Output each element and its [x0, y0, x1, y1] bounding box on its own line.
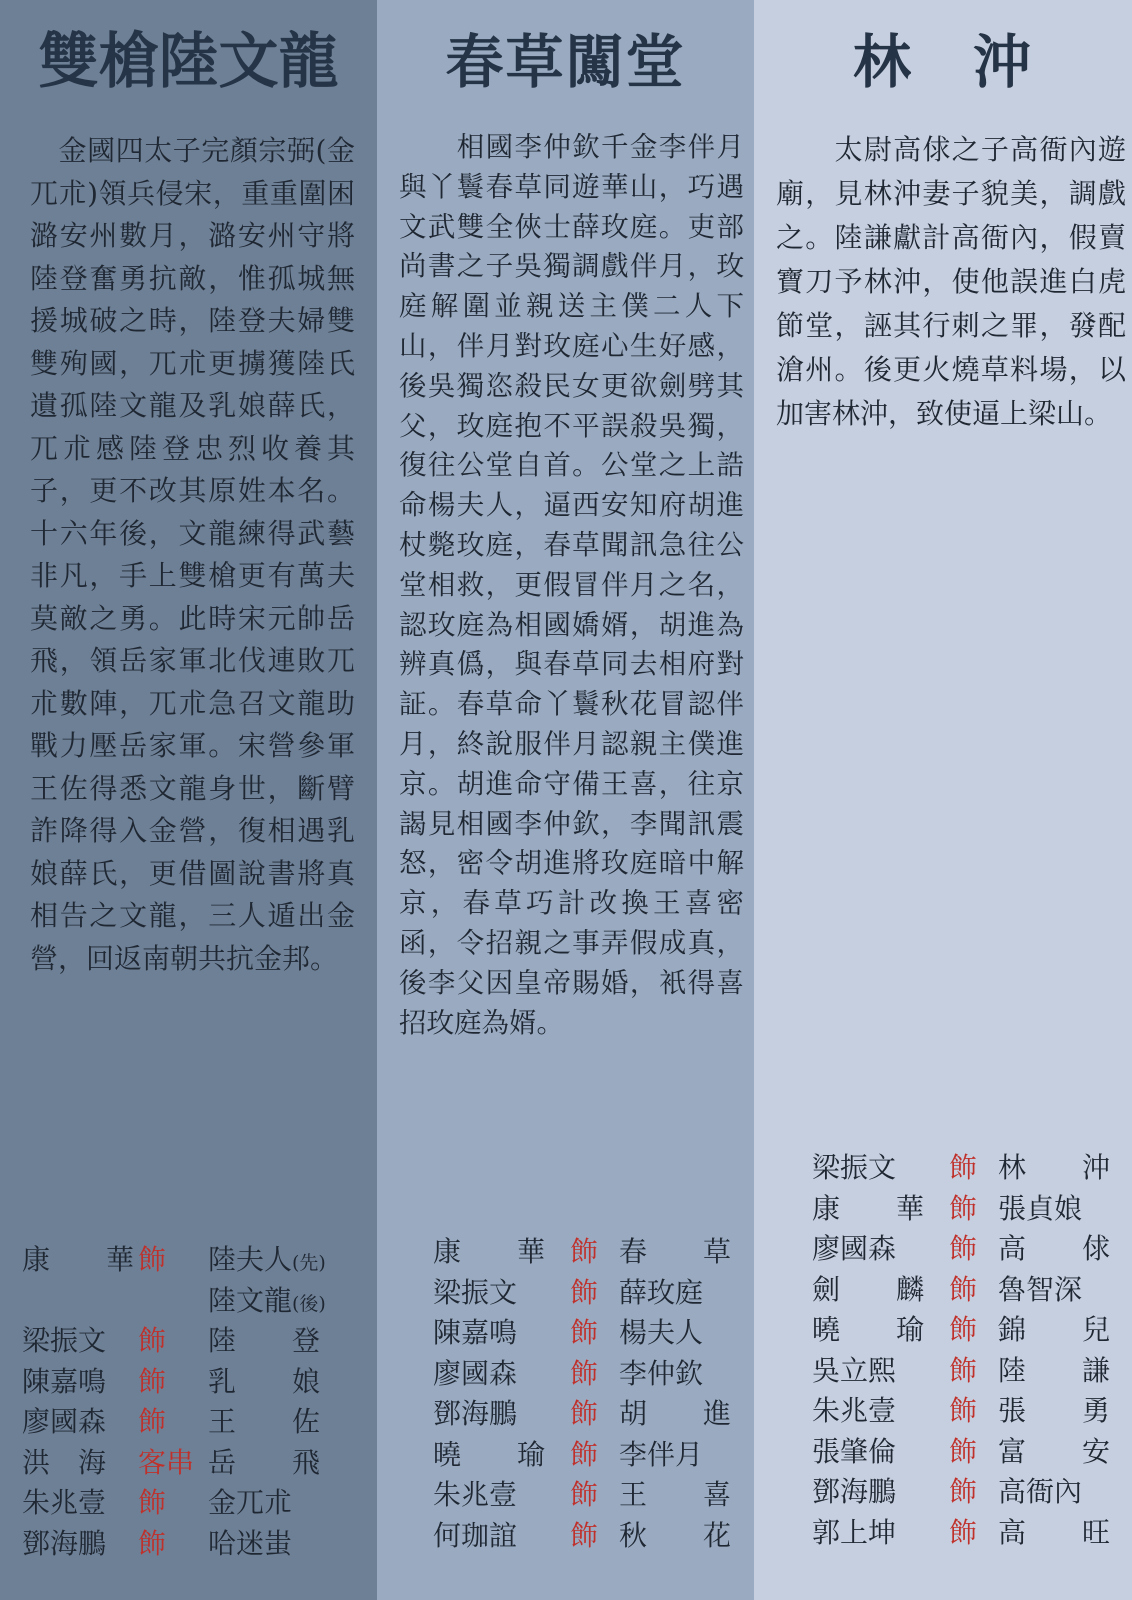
- cast-verb: 飾: [138, 1364, 167, 1398]
- cast-actor: 廖國森: [433, 1356, 518, 1390]
- cast-verb: 飾: [569, 1518, 598, 1552]
- cast-role-name: 高衙內: [998, 1475, 1083, 1508]
- cast-actor: 廖國森: [812, 1232, 897, 1265]
- cast-role-name: 陸文龍: [208, 1283, 293, 1317]
- cast-role: [998, 1310, 1118, 1351]
- cast-role-note: (後): [292, 1292, 326, 1315]
- cast-verb: 飾: [569, 1235, 598, 1268]
- cast-actor: 陳嘉鳴: [433, 1316, 518, 1349]
- cast-row: [433, 1435, 744, 1476]
- cast-actor: 朱兆壹: [22, 1486, 107, 1519]
- cast-role: [998, 1270, 1118, 1311]
- cast-row: [22, 1240, 367, 1281]
- cast-role: [619, 1354, 739, 1395]
- cast-row: [22, 1281, 367, 1322]
- column-shuangqiang: [0, 0, 377, 1600]
- cast-actor: 陳嘉鳴: [22, 1364, 107, 1398]
- play-title: 林 沖: [852, 28, 1033, 96]
- cast-actor: 何珈誼: [433, 1518, 518, 1552]
- cast-row: [812, 1189, 1122, 1230]
- cast-role: [208, 1443, 358, 1484]
- cast-verb: 飾: [948, 1515, 977, 1549]
- cast-role: [998, 1391, 1118, 1432]
- cast-role-name: 張貞娘: [998, 1191, 1083, 1225]
- cast-role: [998, 1432, 1118, 1473]
- cast-role-name: 李伴月: [619, 1437, 704, 1471]
- play-synopsis: 金國四太子完顏宗弼(金兀朮)領兵侵宋，重重圍困潞安州數月，潞安州守將陸登奮勇抗敵，惟孤城無援城破之時，陸登夫婦雙雙殉國，兀朮更擄獲陸氏遺孤陸文龍及乳娘薛氏，兀朮感陸登忠烈收養其子，更不改其原姓本名。十六年後，文龍練得武藝非凡，手上雙槍更有萬夫莫敵之勇。此時宋元帥岳飛，領岳家軍北伐連敗兀朮數陣，兀朮急召文龍助戰力壓岳家軍。宋營參軍王佐得悉文龍身世，斷臂詐降得入金營，復相遇乳娘薛氏，更借圖說書將真相告之文龍，三人遁出金營，回返南朝共抗金邦。: [30, 134, 355, 975]
- cast-row: [812, 1310, 1122, 1351]
- cast-role: [208, 1362, 358, 1403]
- cast-verb: 飾: [948, 1313, 977, 1346]
- play-synopsis: 相國李仲欽千金李伴月與丫鬟春草同遊華山，巧遇文武雙全俠士薛玫庭。吏部尚書之子吳獨調戲伴月，玫庭解圍並親送主僕二人下山，伴月對玫庭心生好感，後吳獨恣殺民女更欲劍劈其父，玫庭抱不平誤殺吳獨，復往公堂自首。公堂之上誥命楊夫人，逼西安知府胡進杖斃玫庭，春草聞訊急往公堂相救，更假冒伴月之名，認玫庭為相國嬌婿，胡進為辨真僞，與春草同去相府對証。春草命丫鬟秋花冒認伴月，終說服伴月認親主僕進京。胡進命守備王喜，往京謁見相國李仲欽，李聞訊震怒，密令胡進將玫庭暗中解京，春草巧計改換王喜密函，令招親之事弄假成真，後李父因皇帝賜婚，衹得喜招玫庭為婿。: [399, 131, 744, 1039]
- cast-role-name: 王 喜: [619, 1478, 732, 1511]
- cast-list: [433, 1232, 744, 1556]
- cast-role-name: 薛玫庭: [619, 1275, 704, 1309]
- cast-row: [812, 1148, 1122, 1189]
- cast-role-name: 胡 進: [619, 1397, 732, 1430]
- cast-verb: [138, 1281, 208, 1322]
- cast-row: [812, 1513, 1122, 1554]
- cast-role-name: 錦 兒: [998, 1313, 1111, 1346]
- cast-verb: 飾: [948, 1353, 977, 1387]
- cast-actor: 梁振文: [812, 1151, 897, 1184]
- cast-role-name: 岳 飛: [208, 1445, 321, 1479]
- cast-actor: [22, 1281, 138, 1322]
- cast-role: [208, 1240, 358, 1281]
- cast-actor: 鄧海鵬: [22, 1526, 107, 1560]
- cast-row: [812, 1351, 1122, 1392]
- cast-role-name: 金兀朮: [208, 1486, 293, 1519]
- cast-row: [433, 1516, 744, 1557]
- cast-verb: 飾: [138, 1526, 167, 1560]
- cast-row: [433, 1273, 744, 1314]
- cast-verb: 飾: [569, 1356, 598, 1390]
- cast-role: [998, 1148, 1118, 1189]
- cast-verb: 飾: [948, 1272, 977, 1306]
- cast-verb: 飾: [138, 1324, 167, 1357]
- cast-row: [22, 1362, 367, 1403]
- cast-actor: 梁振文: [22, 1324, 107, 1357]
- cast-verb: 飾: [948, 1191, 977, 1225]
- cast-role: [998, 1351, 1118, 1392]
- cast-role-name: 乳 娘: [208, 1364, 321, 1398]
- cast-verb: 飾: [569, 1478, 598, 1511]
- cast-actor: 洪 海: [22, 1445, 107, 1479]
- cast-role-name: 富 安: [998, 1434, 1111, 1468]
- cast-row: [433, 1232, 744, 1273]
- play-synopsis: 太尉高俅之子高衙內遊廟，見林沖妻子貌美，調戲之。陸謙獻計高衙內，假賣寶刀予林沖，使他誤進白虎節堂，誣其行刺之罪，發配滄州。後更火燒草料場，以加害林沖，致使逼上梁山。: [776, 133, 1126, 430]
- cast-actor: 朱兆壹: [812, 1394, 897, 1427]
- cast-verb: 飾: [569, 1397, 598, 1430]
- cast-row: [22, 1402, 367, 1443]
- cast-row: [812, 1432, 1122, 1473]
- cast-role: [619, 1516, 739, 1557]
- cast-role: [208, 1483, 358, 1524]
- cast-role-name: 春 草: [619, 1235, 732, 1268]
- cast-row: [812, 1270, 1122, 1311]
- cast-role-name: 魯智深: [998, 1272, 1083, 1306]
- column-chuncao: [377, 0, 754, 1600]
- cast-role-name: 李仲欽: [619, 1356, 704, 1390]
- cast-role-name: 高 旺: [998, 1515, 1111, 1549]
- cast-actor: 朱兆壹: [433, 1478, 518, 1511]
- cast-actor: 廖國森: [22, 1405, 107, 1438]
- cast-role: [619, 1313, 739, 1354]
- cast-role: [208, 1524, 358, 1565]
- play-title: 春草闖堂: [445, 28, 686, 96]
- cast-actor: 康 華: [812, 1191, 925, 1225]
- cast-role: [208, 1321, 358, 1362]
- cast-row: [812, 1391, 1122, 1432]
- cast-role: [208, 1402, 358, 1443]
- cast-role: [998, 1189, 1118, 1230]
- cast-actor: 鄧海鵬: [433, 1397, 518, 1430]
- column-linchong: [754, 0, 1132, 1600]
- cast-row: [812, 1229, 1122, 1270]
- cast-verb: 飾: [569, 1316, 598, 1349]
- cast-role: [998, 1472, 1118, 1513]
- cast-row: [433, 1354, 744, 1395]
- cast-role: [208, 1281, 358, 1322]
- cast-row: [22, 1524, 367, 1565]
- cast-verb: 飾: [138, 1243, 167, 1276]
- cast-actor: 郭上坤: [812, 1515, 897, 1549]
- cast-actor: 劍 麟: [812, 1272, 925, 1306]
- cast-list: [22, 1240, 367, 1564]
- cast-actor: 鄧海鵬: [812, 1475, 897, 1508]
- cast-role-name: 陸 登: [208, 1324, 321, 1357]
- cast-role-name: 高 俅: [998, 1232, 1111, 1265]
- cast-row: [433, 1394, 744, 1435]
- cast-actor: 吳立熙: [812, 1353, 897, 1387]
- cast-row: [433, 1313, 744, 1354]
- cast-role-note: (先): [292, 1252, 326, 1274]
- cast-row: [812, 1472, 1122, 1513]
- cast-role-name: 秋 花: [619, 1518, 732, 1552]
- cast-verb: 飾: [948, 1475, 977, 1508]
- cast-verb: 飾: [138, 1405, 167, 1438]
- cast-actor: 張肇倫: [812, 1434, 897, 1468]
- cast-verb: 飾: [569, 1275, 598, 1309]
- cast-role: [998, 1229, 1118, 1270]
- cast-role-name: 哈迷蚩: [208, 1526, 293, 1560]
- cast-verb: 客串: [138, 1445, 195, 1479]
- cast-verb: 飾: [569, 1437, 598, 1471]
- cast-actor: 曉 瑜: [812, 1313, 925, 1346]
- cast-role-name: 楊夫人: [619, 1316, 704, 1349]
- cast-actor: 康 華: [22, 1243, 135, 1276]
- cast-role: [619, 1394, 739, 1435]
- cast-role-name: 張 勇: [998, 1394, 1111, 1427]
- cast-row: [22, 1483, 367, 1524]
- cast-verb: 飾: [138, 1486, 167, 1519]
- cast-row: [22, 1443, 367, 1484]
- cast-role: [998, 1513, 1118, 1554]
- play-title: 雙槍陸文龍: [38, 27, 339, 97]
- cast-actor: 康 華: [433, 1235, 546, 1268]
- cast-row: [433, 1475, 744, 1516]
- cast-verb: 飾: [948, 1434, 977, 1468]
- cast-role-name: 林 沖: [998, 1151, 1111, 1184]
- cast-verb: 飾: [948, 1151, 977, 1184]
- cast-role: [619, 1435, 739, 1476]
- cast-role-name: 陸夫人: [208, 1243, 293, 1276]
- cast-role: [619, 1273, 739, 1314]
- cast-list: [812, 1148, 1122, 1553]
- cast-actor: 曉 瑜: [433, 1437, 546, 1471]
- cast-row: [22, 1321, 367, 1362]
- cast-role: [619, 1232, 739, 1273]
- cast-role: [619, 1475, 739, 1516]
- cast-verb: 飾: [948, 1232, 977, 1265]
- cast-actor: 梁振文: [433, 1275, 518, 1309]
- cast-role-name: 陸 謙: [998, 1353, 1111, 1387]
- cast-role-name: 王 佐: [208, 1405, 321, 1438]
- cast-verb: 飾: [948, 1394, 977, 1427]
